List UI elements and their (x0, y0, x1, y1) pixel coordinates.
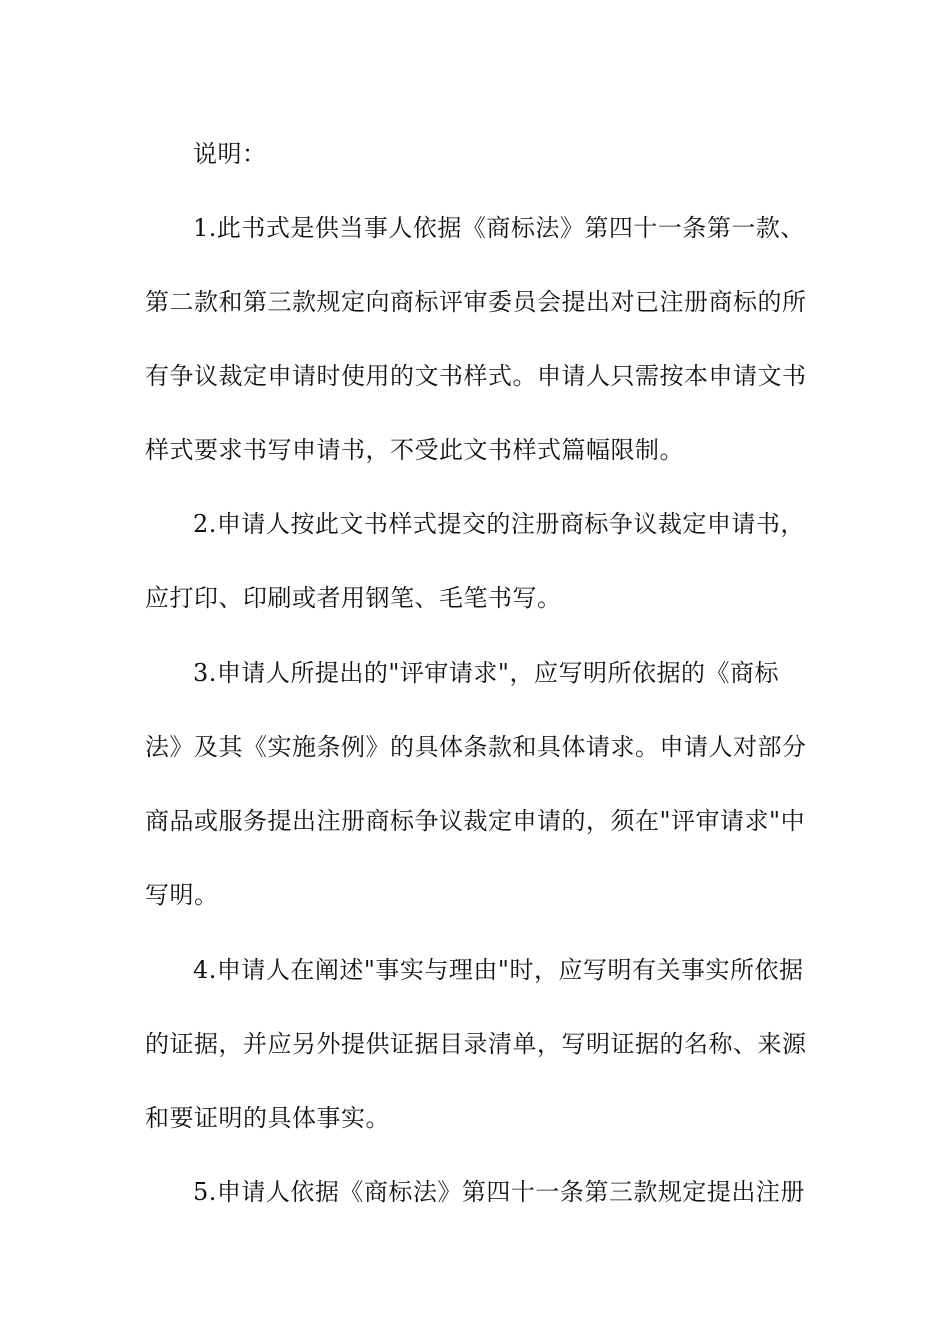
text-line: 5.申请人依据《商标法》第四十一条第三款规定提出注册 (193, 1178, 805, 1206)
text-line: 样式要求书写申请书，不受此文书样式篇幅限制。 (145, 436, 684, 464)
text-line: 和要证明的具体事实。 (145, 1104, 390, 1132)
text-line: 第二款和第三款规定向商标评审委员会提出对已注册商标的所 (145, 288, 807, 316)
notes-heading: 说明： (193, 140, 267, 168)
text-line: 有争议裁定申请时使用的文书样式。申请人只需按本申请文书 (145, 362, 807, 390)
text-line: 4.申请人在阐述"事实与理由"时，应写明有关事实所依据 (193, 956, 804, 984)
text-line: 法》及其《实施条例》的具体条款和具体请求。申请人对部分 (145, 733, 807, 761)
text-line: 2.申请人按此文书样式提交的注册商标争议裁定申请书， (193, 510, 805, 538)
text-line: 的证据，并应另外提供证据目录清单，写明证据的名称、来源 (145, 1030, 807, 1058)
text-line: 1.此书式是供当事人依据《商标法》第四十一条第一款、 (193, 214, 805, 242)
text-line: 商品或服务提出注册商标争议裁定申请的，须在"评审请求"中 (145, 807, 806, 835)
text-line: 写明。 (145, 881, 219, 909)
text-line: 应打印、印刷或者用钢笔、毛笔书写。 (145, 584, 562, 612)
text-line: 3.申请人所提出的"评审请求"，应写明所依据的《商标 (193, 659, 779, 687)
